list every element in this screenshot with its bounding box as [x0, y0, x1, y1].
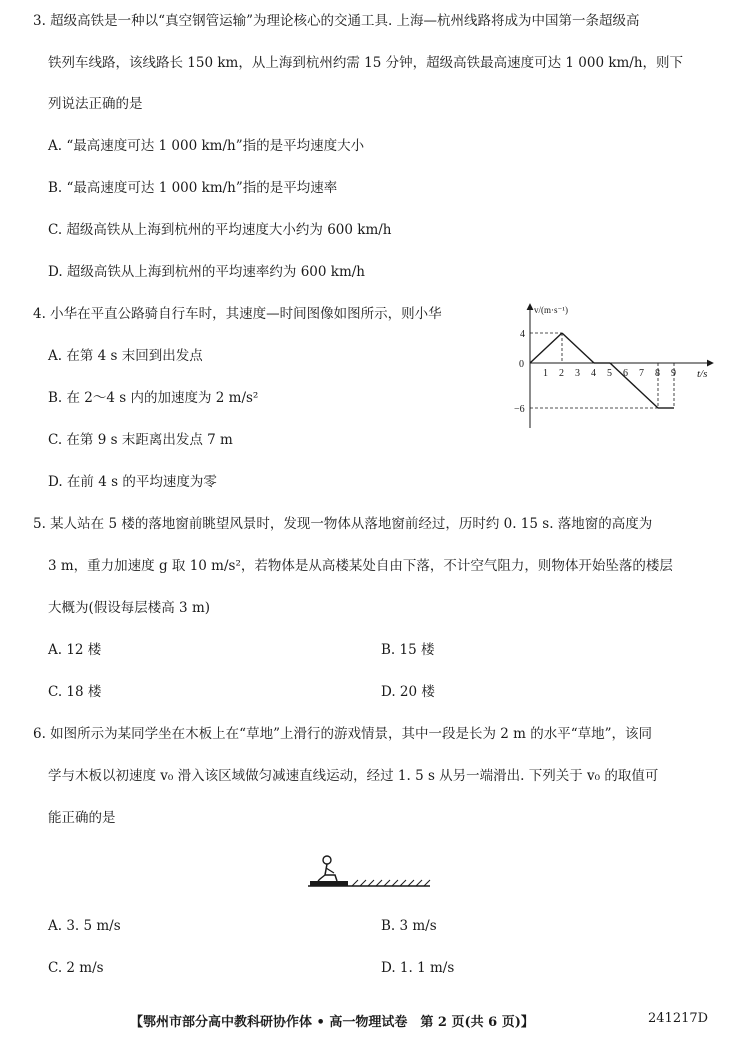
q3-option-b: B. “最高速度可达 1 000 km/h”指的是平均速率 — [48, 180, 338, 196]
q5-option-a: A. 12 楼 — [48, 642, 102, 658]
q6-stem-line3: 能正确的是 — [48, 810, 116, 826]
q5-stem-line2: 3 m，重力加速度 g 取 10 m/s²，若物体是从高楼某处自由下落，不计空气阻力，则物体开始坠落的楼层 — [48, 558, 673, 574]
x-tick-label: 5 — [607, 368, 612, 379]
q5-stem-line1: 5. 某人站在 5 楼的落地窗前眺望风景时，发现一物体从落地窗前经过，历时约 0. 15 s. 落地窗的高度为 — [33, 516, 653, 532]
q4-option-c: C. 在第 9 s 末距离出发点 7 m — [48, 432, 233, 448]
q6-option-c: C. 2 m/s — [48, 960, 104, 976]
velocity-segment — [562, 333, 594, 363]
q3-stem-line3: 列说法正确的是 — [48, 96, 143, 112]
q4-stem: 4. 小华在平直公路骑自行车时，其速度—时间图像如图所示，则小华 — [33, 306, 442, 322]
q3-stem-line1: 3. 超级高铁是一种以“真空钢管运输”为理论核心的交通工具. 上海—杭州线路将成为中国第一条超级高 — [33, 13, 640, 29]
x-tick-label: 4 — [591, 368, 596, 379]
x-tick-label: 8 — [655, 368, 660, 379]
sled-on-grass-illustration — [300, 848, 440, 896]
velocity-segment — [610, 363, 658, 408]
q6-stem-line2: 学与木板以初速度 v₀ 滑入该区域做匀减速直线运动，经过 1. 5 s 从另一端滑出. 下列关于 v₀ 的取值可 — [48, 768, 659, 784]
y-axis-label: v/(m·s⁻¹) — [534, 305, 568, 315]
q6-option-b: B. 3 m/s — [381, 918, 437, 934]
q4-option-b: B. 在 2～4 s 内的加速度为 2 m/s² — [48, 390, 259, 406]
y-tick-label: 4 — [520, 329, 525, 340]
velocity-segment — [530, 333, 562, 363]
q3-option-c: C. 超级高铁从上海到杭州的平均速度大小约为 600 km/h — [48, 222, 392, 238]
x-tick-label: 9 — [671, 368, 676, 379]
q3-stem-line2: 铁列车线路，该线路长 150 km，从上海到杭州约需 15 分钟，超级高铁最高速度可达 1 000 km/h，则下 — [48, 55, 684, 71]
page-footer-title: 【鄂州市部分高中教科研协作体 • 高一物理试卷 第 2 页(共 6 页)】 — [130, 1015, 534, 1030]
x-axis-label: t/s — [697, 368, 708, 380]
q5-option-d: D. 20 楼 — [381, 684, 435, 700]
q5-option-b: B. 15 楼 — [381, 642, 435, 658]
q4-option-d: D. 在前 4 s 的平均速度为零 — [48, 474, 217, 490]
q6-stem-line1: 6. 如图所示为某同学坐在木板上在“草地”上滑行的游戏情景，其中一段是长为 2 m 的水平“草地”，该同 — [33, 726, 653, 742]
q3-option-d: D. 超级高铁从上海到杭州的平均速率约为 600 km/h — [48, 264, 365, 280]
x-tick-label: 7 — [639, 368, 644, 379]
y-tick-label: −6 — [514, 404, 525, 415]
q3-option-a: A. “最高速度可达 1 000 km/h”指的是平均速度大小 — [48, 138, 365, 154]
q5-option-c: C. 18 楼 — [48, 684, 102, 700]
q5-stem-line3: 大概为(假设每层楼高 3 m) — [48, 600, 211, 616]
x-tick-label: 6 — [623, 368, 628, 379]
page-footer-code: 241217D — [648, 1011, 709, 1026]
q6-option-d: D. 1. 1 m/s — [381, 960, 455, 976]
x-tick-label: 2 — [559, 368, 564, 379]
x-tick-label: 3 — [575, 368, 580, 379]
x-tick-label: 1 — [543, 368, 548, 379]
q4-option-a: A. 在第 4 s 末回到出发点 — [48, 348, 203, 364]
origin-label: 0 — [519, 359, 524, 370]
velocity-time-graph — [505, 300, 720, 435]
q6-option-a: A. 3. 5 m/s — [48, 918, 121, 934]
